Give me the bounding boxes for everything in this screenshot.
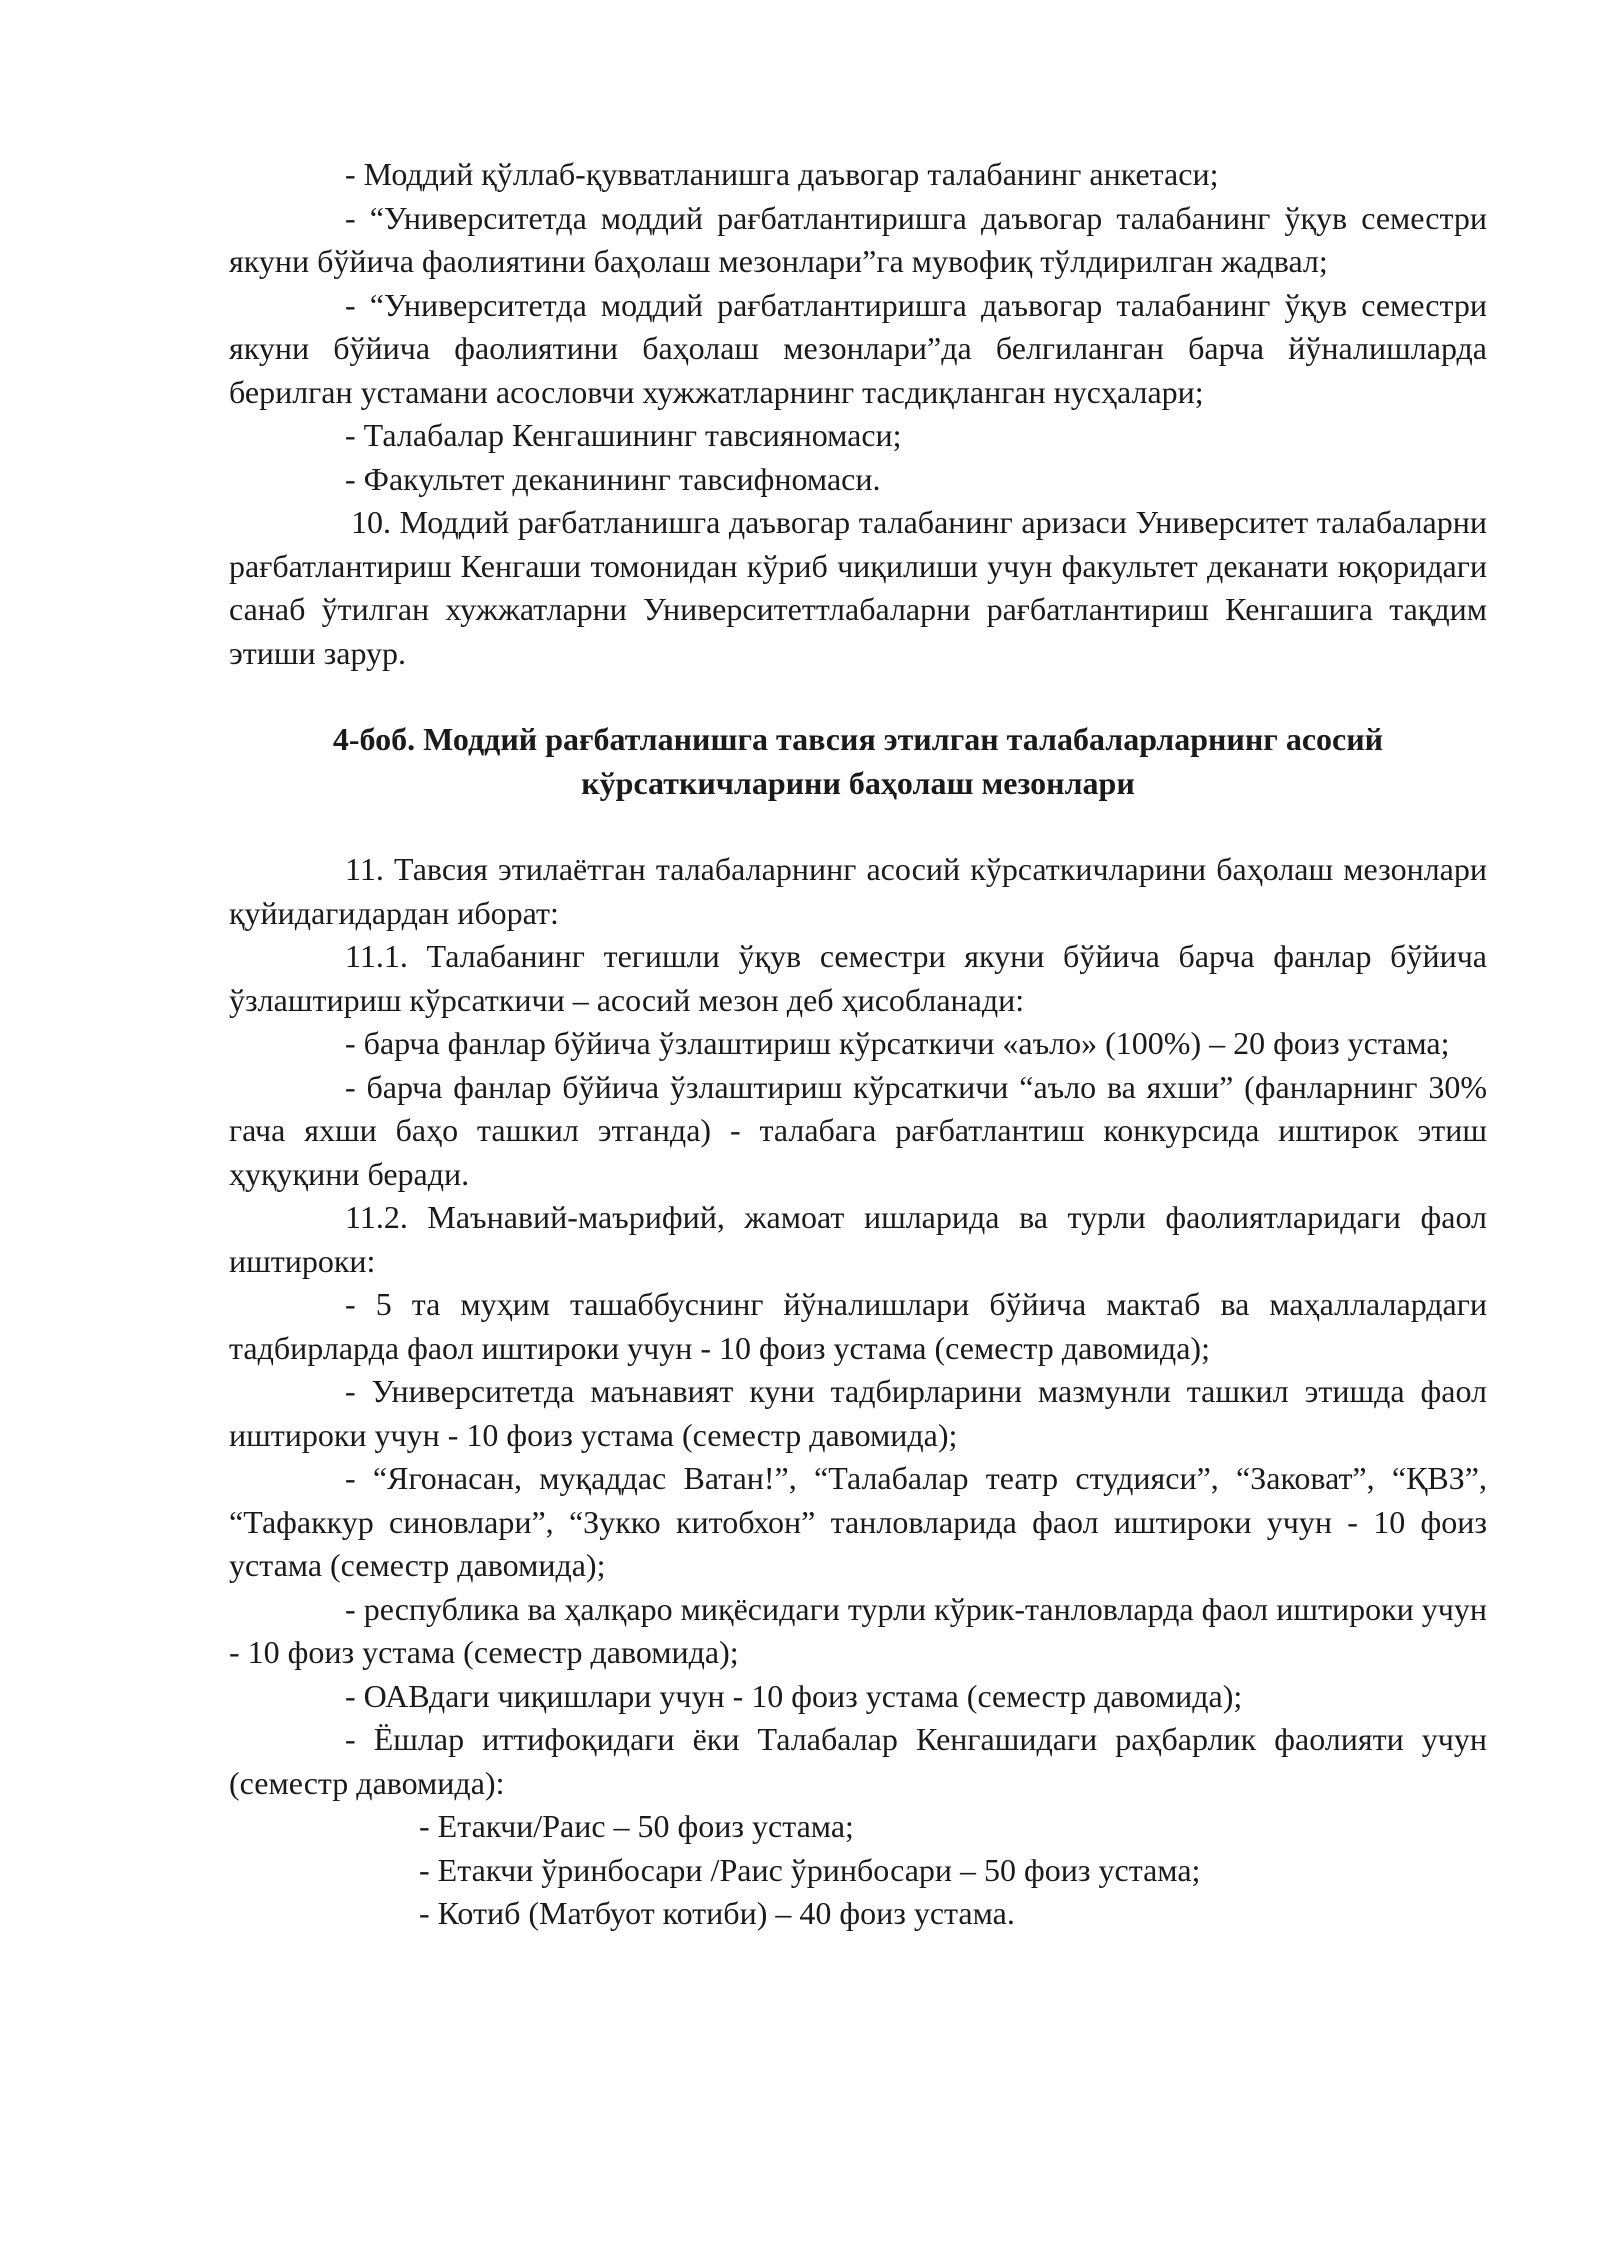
list-item: - Котиб (Матбуот котиби) – 40 фоиз устама. (419, 1895, 1015, 1931)
paragraph: - “Университетда моддий рағбатлантиришга даъвогар талабанинг ўқув семестри якуни бўйича фаолиятини баҳолаш мезонлари”да белгиланган барча йўналишларда берилган устамани асословчи хужжатларнинг тасдиқланган нусҳалари; (229, 286, 1487, 410)
paragraph: - “Университетда моддий рағбатлантиришга даъвогар талабанинг ўқув семестри якуни бўйича фаолиятини баҳолаш мезонлари”га мувофиқ тўлдирилган жадвал; (229, 199, 1487, 279)
paragraph: - республика ва ҳалқаро миқёсидаги турли кўрик-танловларда фаол иштироки учун - 10 фоиз устама (семестр давомида); (229, 1590, 1487, 1670)
paragraph: - барча фанлар бўйича ўзлаштириш кўрсаткичи «аъло» (100%) – 20 фоиз устама; (345, 1025, 1450, 1061)
paragraph: - Ёшлар иттифоқидаги ёки Талабалар Кенгашидаги раҳбарлик фаолияти учун (семестр давомида): (229, 1721, 1487, 1801)
document-page (229, 153, 1487, 1936)
paragraph: 11. Тавсия этилаётган талабаларнинг асосий кўрсаткичларини баҳолаш мезонлари қуйидагидардан иборат: (229, 851, 1487, 931)
list-item: - Етакчи ўринбосари /Раис ўринбосари – 50 фоиз устама; (419, 1851, 1201, 1888)
section-heading: 4-боб. Моддий рағбатланишга тавсия этилган талабаларларнинг асосий кўрсаткичларини баҳолаш мезонлари (332, 721, 1384, 801)
paragraph: 11.2. Маънавий-маърифий, жамоат ишларида ва турли фаолиятларидаги фаол иштироки: (229, 1199, 1487, 1279)
paragraph: - Университетда маънавият куни тадбирларини мазмунли ташкил этишда фаол иштироки учун - 10 фоиз устама (семестр давомида); (229, 1373, 1487, 1453)
paragraph: 11.1. Талабанинг тегишли ўқув семестри якуни бўйича барча фанлар бўйича ўзлаштириш кўрсаткичи – асосий мезон деб ҳисобланади: (229, 938, 1487, 1018)
paragraph: - Факультет деканининг тавсифномаси. (345, 460, 881, 497)
paragraph: - Моддий қўллаб-қувватланишга даъвогар талабанинг анкетаси; (345, 156, 1219, 192)
list-item: - Етакчи/Раис – 50 фоиз устама; (419, 1808, 854, 1844)
paragraph: - 5 та муҳим ташаббуснинг йўналишлари бўйича мактаб ва маҳаллалардаги тадбирларда фаол иштироки учун - 10 фоиз устама (семестр давомида); (229, 1286, 1487, 1366)
paragraph: - Талабалар Кенгашининг тавсияномаси; (345, 417, 902, 453)
paragraph: - ОАВдаги чиқишлари учун - 10 фоиз устама (семестр давомида); (345, 1677, 1243, 1714)
paragraph: 10. Моддий рағбатланишга даъвогар талабанинг аризаси Университет талабаларни рағбатлантириш Кенгаши томонидан кўриб чиқилиши учун факультет деканати юқоридаги санаб ўтилган хужжатларни Университеттлабаларни рағбатлантириш Кенгашига тақдим этиши зарур. (229, 504, 1487, 671)
paragraph: - “Ягонасан, муқаддас Ватан!”, “Талабалар театр студияси”, “Заковат”, “ҚВЗ”, “Тафаккур синовлари”, “Зукко китобхон” танловларида фаол иштироки учун - 10 фоиз устама (семестр давомида); (229, 1460, 1487, 1583)
paragraph: - барча фанлар бўйича ўзлаштириш кўрсаткичи “аъло ва яхши” (фанларнинг 30% гача яхши баҳо ташкил этганда) - талабага рағбатлантиш конкурсида иштирок этиш ҳуқуқини беради. (229, 1068, 1487, 1192)
